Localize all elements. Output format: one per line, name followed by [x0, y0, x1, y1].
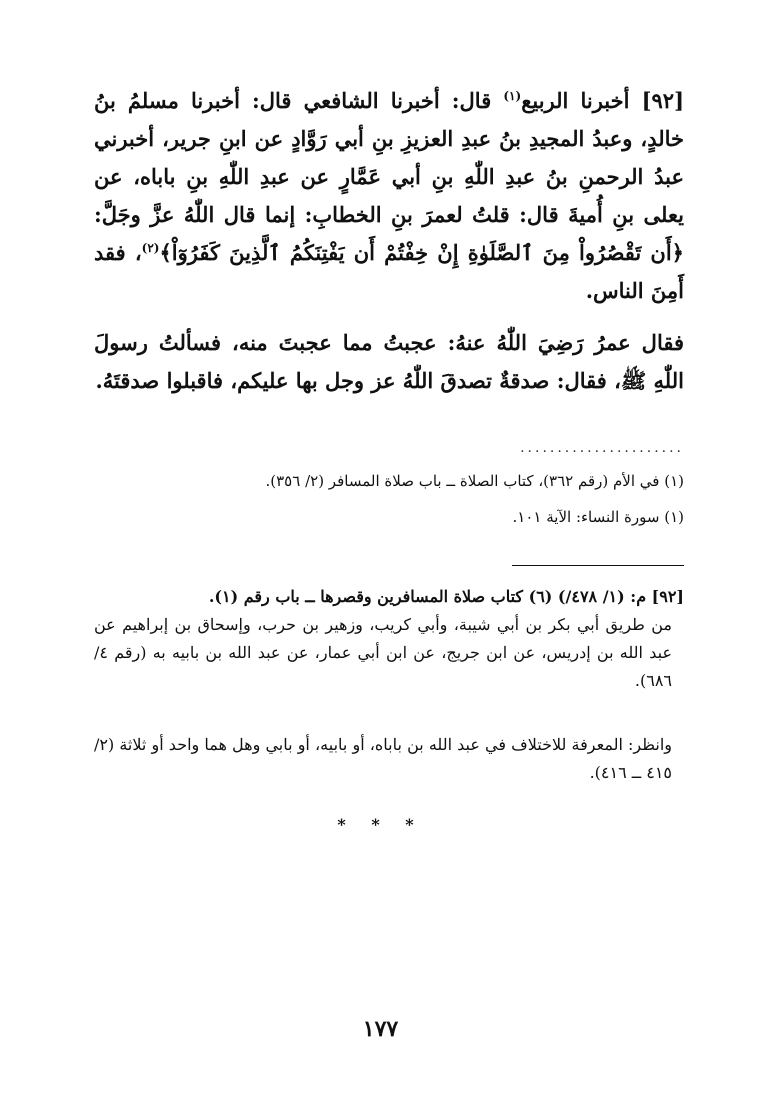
takhrij-first-line: [٩٢] م: (١/ ٤٧٨/) (٦) كتاب صلاة المسافرين وقصرها ــ باب رقم (١).	[208, 587, 684, 606]
hadith-text-part-2: قال: أخبرنا الشافعي قال: أخبرنا مسلمُ بنُ خالدٍ، وعبدُ المجيدِ بنُ عبدِ العزيزِ بنِ أبي رَوَّادٍ عن ابنِ جرير، أخبرني عبدُ الرحمنِ بنُ عبدِ اللّٰهِ بنِ أبي عَمَّارٍ عن عبدِ اللّٰهِ بنِ باباه، عن يعلى بنِ أُميةَ قال: قلتُ لعمرَ بنِ الخطابِ: إنما قال اللّٰهُ عزَّ وجَلَّ: ﴿أَن تَقْصُرُواْ مِنَ ٱلصَّلَوٰةِ إِنْ خِفْتُمْ أَن يَفْتِنَكُمُ ٱلَّذِينَ كَفَرُوٓاْ﴾	[94, 88, 684, 265]
section-separator: * * *	[337, 815, 424, 834]
footnote-1: (١) في الأم (رقم ٣٦٢)، كتاب الصلاة ــ باب صلاة المسافر (٢/ ٣٥٦).	[265, 472, 684, 490]
footnote-2: (١) سورة النساء: الآية ١٠١.	[512, 508, 684, 526]
footnote-ref-2: (٢)	[141, 241, 160, 255]
hadith-paragraph-2: فقال عمرُ رَضِيَ اللّٰهُ عنهُ: عجبتُ مما عجبتَ منه، فسألتُ رسولَ اللّٰهِ ﷺ، فقال: صدقةٌ تصدقَ اللّٰهُ عز وجل بها عليكم، فاقبلوا صدقتَهُ.	[94, 330, 684, 393]
footnote-separator-dots: ......................	[520, 440, 684, 456]
page-number: ١٧٧	[362, 1016, 399, 1042]
hadith-text-part-3: ، فقد أَمِنَ الناس.	[94, 240, 684, 303]
hadith-text-part-1: أخبرنا الربيع	[521, 88, 642, 113]
hadith-paragraph	[94, 82, 684, 310]
footnote-ref-1: (١)	[503, 89, 522, 103]
takhrij-rule	[512, 565, 684, 566]
takhrij-note: وانظر: المعرفة للاختلاف في عبد الله بن باباه، أو بابيه، أو بابي وهل هما واحد أو ثلاثة (٢/ ٤١٥ ــ ٤١٦).	[94, 735, 672, 782]
main-text	[94, 82, 684, 400]
takhrij-block	[94, 583, 684, 695]
hadith-number: [٩٢]	[641, 88, 684, 113]
takhrij-body: من طريق أبي بكر بن أبي شيبة، وأبي كريب، وزهير بن حرب، وإسحاق بن إبراهيم عن عبد الله بن إدريس، عن ابن جريج، عن ابن أبي عمار، عن عبد الله بن بابيه به (رقم ٤/ ٦٨٦).	[94, 615, 672, 690]
